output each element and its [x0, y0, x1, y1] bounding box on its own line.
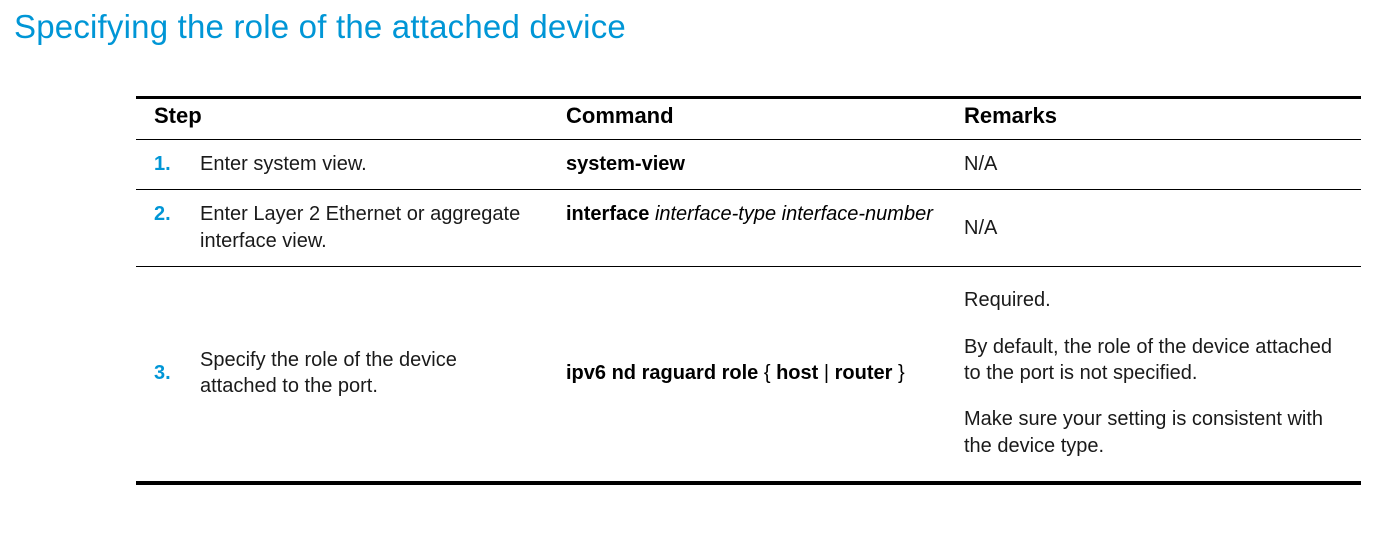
column-header-remarks: Remarks — [952, 98, 1361, 140]
column-header-step: Step — [136, 98, 552, 140]
step-number: 1. — [136, 140, 192, 190]
step-remarks — [952, 140, 1361, 190]
step-description: Specify the role of the device attached to the port. — [192, 267, 552, 483]
step-remarks — [952, 190, 1361, 267]
step-command — [552, 140, 952, 190]
remark-paragraph: By default, the role of the device attached to the port is not specified. — [964, 335, 1333, 384]
table-row — [136, 190, 1361, 267]
remark-paragraph: Required. — [964, 289, 1051, 312]
step-number: 2. — [136, 190, 192, 267]
command-parameter: interface-type — [654, 203, 777, 226]
table-row — [136, 140, 1361, 190]
command-keyword: ipv6 nd raguard role — [566, 361, 759, 384]
command-keyword: interface — [566, 203, 650, 226]
page-title: Specifying the role of the attached device — [14, 8, 626, 45]
column-header-command: Command — [552, 98, 952, 140]
step-number: 3. — [136, 267, 192, 483]
step-remarks — [952, 267, 1361, 483]
command-punctuation: } — [897, 361, 905, 384]
step-description: Enter Layer 2 Ethernet or aggregate interface view. — [192, 190, 552, 267]
step-command — [552, 190, 952, 267]
command-separator: | — [823, 361, 830, 384]
remark-paragraph: Make sure your setting is consistent with the device type. — [964, 408, 1324, 457]
command-keyword: system-view — [566, 153, 685, 175]
remark-paragraph: N/A — [964, 216, 998, 239]
table-body — [136, 140, 1361, 484]
remark-paragraph: N/A — [964, 153, 998, 175]
command-option-host: host — [776, 361, 819, 384]
table-header-row — [136, 98, 1361, 140]
command-parameter: interface-number — [781, 203, 933, 226]
command-option-router: router — [834, 361, 893, 384]
procedure-table-container — [136, 96, 1361, 485]
step-command — [552, 267, 952, 483]
command-punctuation: { — [763, 361, 771, 384]
step-description: Enter system view. — [192, 140, 552, 190]
table-header — [136, 98, 1361, 140]
table-row — [136, 267, 1361, 483]
procedure-table — [136, 96, 1361, 485]
